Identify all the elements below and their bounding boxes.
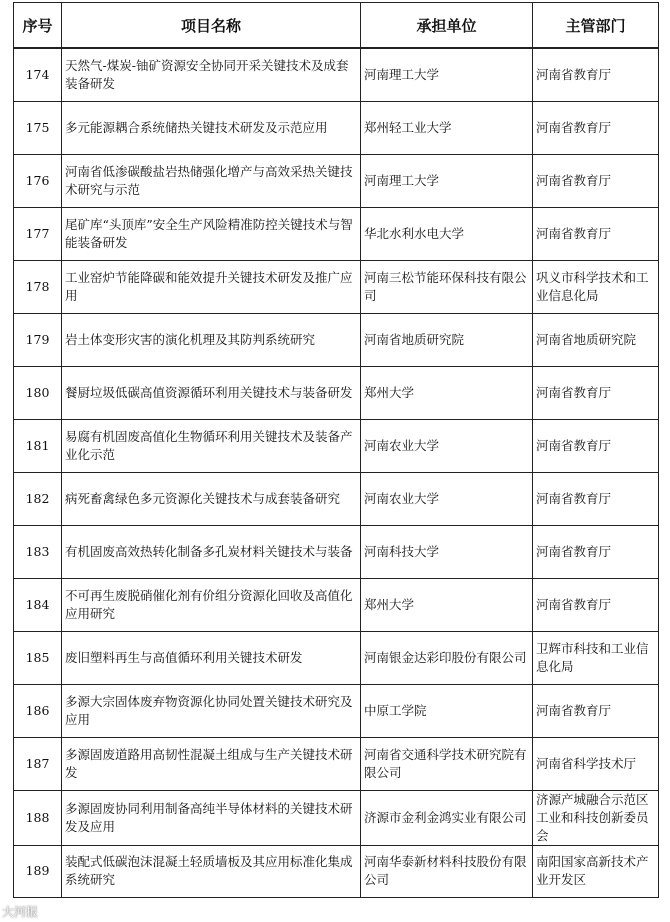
row-organization: 中原工学院 (361, 684, 533, 737)
table-row (14, 101, 659, 154)
row-project-name: 尾矿库“头顶库”安全生产风险精准防控关键技术与智能装备研发 (62, 207, 361, 260)
row-organization: 河南省交通科学技术研究院有限公司 (361, 737, 533, 790)
table-row (14, 313, 659, 366)
row-organization: 郑州大学 (361, 366, 533, 419)
row-project-name: 河南省低渗碳酸盐岩热储强化增产与高效采热关键技术研究与示范 (62, 154, 361, 207)
row-department: 河南省地质研究院 (533, 313, 659, 366)
row-project-name: 有机固废高效热转化制备多孔炭材料关键技术与装备 (62, 525, 361, 578)
table-row (14, 260, 659, 313)
row-project-name: 多元能源耦合系统储热关键技术研发及示范应用 (62, 101, 361, 154)
row-organization: 郑州大学 (361, 578, 533, 631)
row-serial: 186 (14, 684, 62, 737)
row-organization: 河南银金达彩印股份有限公司 (361, 631, 533, 684)
row-serial: 180 (14, 366, 62, 419)
table-row (14, 737, 659, 790)
header-organization: 承担单位 (361, 3, 533, 49)
row-department: 卫辉市科技和工业信息化局 (533, 631, 659, 684)
row-department: 济源产城融合示范区工业和科技创新委员会 (533, 790, 659, 845)
row-serial: 182 (14, 472, 62, 525)
row-serial: 177 (14, 207, 62, 260)
row-project-name: 多源大宗固体废弃物资源化协同处置关键技术研究及应用 (62, 684, 361, 737)
watermark-logo: 大河报 (2, 905, 39, 919)
table-row (14, 684, 659, 737)
row-project-name: 易腐有机固废高值化生物循环利用关键技术及装备产业化示范 (62, 419, 361, 472)
row-organization: 河南理工大学 (361, 154, 533, 207)
table-row (14, 790, 659, 845)
row-organization: 河南省地质研究院 (361, 313, 533, 366)
header-serial: 序号 (14, 3, 62, 49)
row-organization: 河南理工大学 (361, 48, 533, 101)
row-project-name: 病死畜禽绿色多元资源化关键技术与成套装备研究 (62, 472, 361, 525)
row-project-name: 天然气-煤炭-铀矿资源安全协同开采关键技术及成套装备研发 (62, 48, 361, 101)
row-project-name: 不可再生废脱硝催化剂有价组分资源化回收及高值化应用研究 (62, 578, 361, 631)
row-serial: 178 (14, 260, 62, 313)
row-project-name: 废旧塑料再生与高值循环利用关键技术研发 (62, 631, 361, 684)
row-serial: 183 (14, 525, 62, 578)
row-department: 河南省教育厅 (533, 419, 659, 472)
table-row (14, 631, 659, 684)
table-row (14, 525, 659, 578)
project-list-document (13, 2, 658, 898)
row-serial: 176 (14, 154, 62, 207)
table-row (14, 578, 659, 631)
row-department: 河南省教育厅 (533, 578, 659, 631)
row-organization: 河南三松节能环保科技有限公司 (361, 260, 533, 313)
row-organization: 河南华泰新材料科技股份有限公司 (361, 845, 533, 897)
row-project-name: 岩土体变形灾害的演化机理及其防判系统研究 (62, 313, 361, 366)
row-project-name: 多源固废道路用高韧性混凝土组成与生产关键技术研发 (62, 737, 361, 790)
row-serial: 181 (14, 419, 62, 472)
row-organization: 郑州轻工业大学 (361, 101, 533, 154)
row-department: 河南省教育厅 (533, 154, 659, 207)
project-table (13, 2, 659, 898)
row-department: 河南省教育厅 (533, 48, 659, 101)
row-serial: 185 (14, 631, 62, 684)
row-department: 河南省教育厅 (533, 207, 659, 260)
row-department: 河南省教育厅 (533, 684, 659, 737)
row-department: 巩义市科学技术和工业信息化局 (533, 260, 659, 313)
header-project-name: 项目名称 (62, 3, 361, 49)
row-organization: 河南农业大学 (361, 472, 533, 525)
row-serial: 184 (14, 578, 62, 631)
row-department: 河南省教育厅 (533, 525, 659, 578)
table-row (14, 419, 659, 472)
row-serial: 189 (14, 845, 62, 897)
row-organization: 河南农业大学 (361, 419, 533, 472)
row-department: 河南省教育厅 (533, 472, 659, 525)
row-department: 河南省教育厅 (533, 366, 659, 419)
header-department: 主管部门 (533, 3, 659, 49)
row-serial: 187 (14, 737, 62, 790)
table-row (14, 366, 659, 419)
row-organization: 济源市金利金鸿实业有限公司 (361, 790, 533, 845)
row-department: 河南省科学技术厅 (533, 737, 659, 790)
table-row (14, 472, 659, 525)
table-row (14, 207, 659, 260)
row-serial: 175 (14, 101, 62, 154)
row-organization: 华北水利水电大学 (361, 207, 533, 260)
row-serial: 188 (14, 790, 62, 845)
row-department: 河南省教育厅 (533, 101, 659, 154)
row-serial: 179 (14, 313, 62, 366)
row-organization: 河南科技大学 (361, 525, 533, 578)
row-department: 南阳国家高新技术产业开发区 (533, 845, 659, 897)
table-row (14, 48, 659, 101)
row-project-name: 装配式低碳泡沫混凝土轻质墙板及其应用标准化集成系统研究 (62, 845, 361, 897)
row-project-name: 工业窑炉节能降碳和能效提升关键技术研发及推广应用 (62, 260, 361, 313)
row-project-name: 餐厨垃圾低碳高值资源循环利用关键技术与装备研发 (62, 366, 361, 419)
table-header-row (14, 3, 659, 49)
row-serial: 174 (14, 48, 62, 101)
row-project-name: 多源固废协同利用制备高纯半导体材料的关键技术研发及应用 (62, 790, 361, 845)
table-row (14, 845, 659, 897)
table-row (14, 154, 659, 207)
